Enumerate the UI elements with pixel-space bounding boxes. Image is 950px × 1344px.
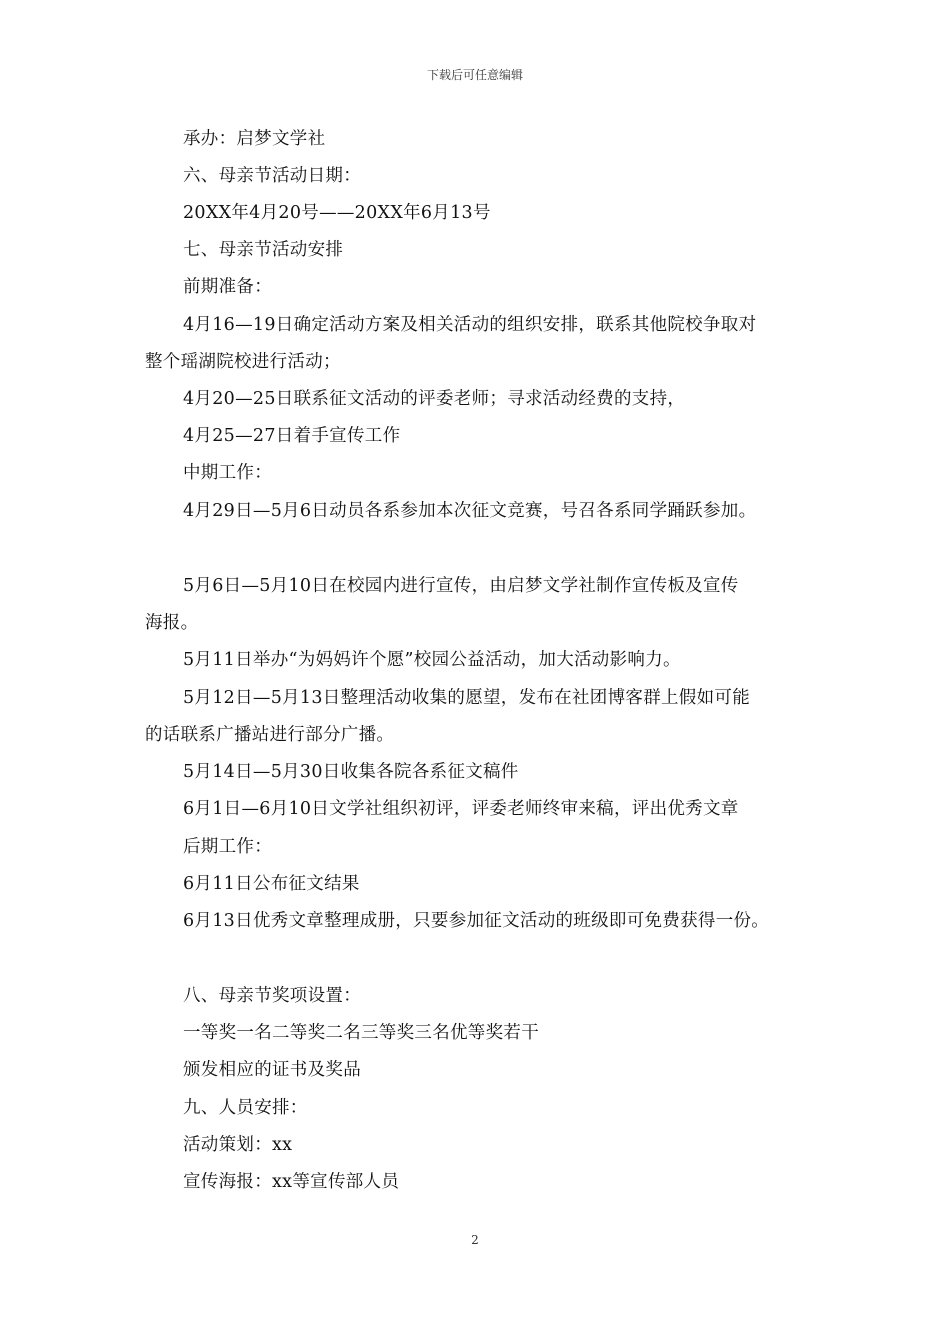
text-line: 5月14日—5月30日收集各院各系征文稿件 <box>183 762 519 782</box>
text-line: 5月12日—5月13日整理活动收集的愿望，发布在社团博客群上假如可能 <box>183 688 751 708</box>
text-line: 海报。 <box>145 613 199 633</box>
text-line: 5月6日—5月10日在校园内进行宣传，由启梦文学社制作宣传板及宣传 <box>183 576 739 596</box>
text-line: 承办：启梦文学社 <box>183 129 326 149</box>
text-line: 后期工作： <box>183 837 272 857</box>
text-line: 整个瑶湖院校进行活动； <box>145 352 341 372</box>
text-line: 中期工作： <box>183 463 272 483</box>
text-line: 4月16—19日确定活动方案及相关活动的组织安排，联系其他院校争取对 <box>183 315 757 335</box>
text-line: 6月11日公布征文结果 <box>183 874 360 894</box>
text-line: 的话联系广播站进行部分广播。 <box>145 725 395 745</box>
text-line: 4月29日—5月6日动员各系参加本次征文竞赛，号召各系同学踊跃参加。 <box>183 501 757 521</box>
text-line: 4月25—27日着手宣传工作 <box>183 426 401 446</box>
text-line: 4月20—25日联系征文活动的评委老师；寻求活动经费的支持， <box>183 389 686 409</box>
text-line: 九、人员安排： <box>183 1098 308 1118</box>
page-header: 下载后可任意编辑 <box>426 68 523 82</box>
text-line: 六、母亲节活动日期： <box>183 166 361 186</box>
text-line: 6月13日优秀文章整理成册，只要参加征文活动的班级即可免费获得一份。 <box>183 911 770 931</box>
text-line: 5月11日举办“为妈妈许个愿”校园公益活动，加大活动影响力。 <box>183 650 681 670</box>
page-number: 2 <box>471 1233 479 1247</box>
text-line: 活动策划：xx <box>183 1135 293 1155</box>
text-line: 宣传海报：xx等宣传部人员 <box>183 1172 400 1192</box>
text-line: 八、母亲节奖项设置： <box>183 986 361 1006</box>
text-line: 一等奖一名二等奖二名三等奖三名优等奖若干 <box>183 1023 539 1043</box>
text-line: 颁发相应的证书及奖品 <box>183 1060 361 1080</box>
text-line: 6月1日—6月10日文学社组织初评，评委老师终审来稿，评出优秀文章 <box>183 799 739 819</box>
text-line: 20XX年4月20号——20XX年6月13号 <box>183 203 491 223</box>
text-line: 前期准备： <box>183 277 272 297</box>
text-line: 七、母亲节活动安排 <box>183 240 344 260</box>
